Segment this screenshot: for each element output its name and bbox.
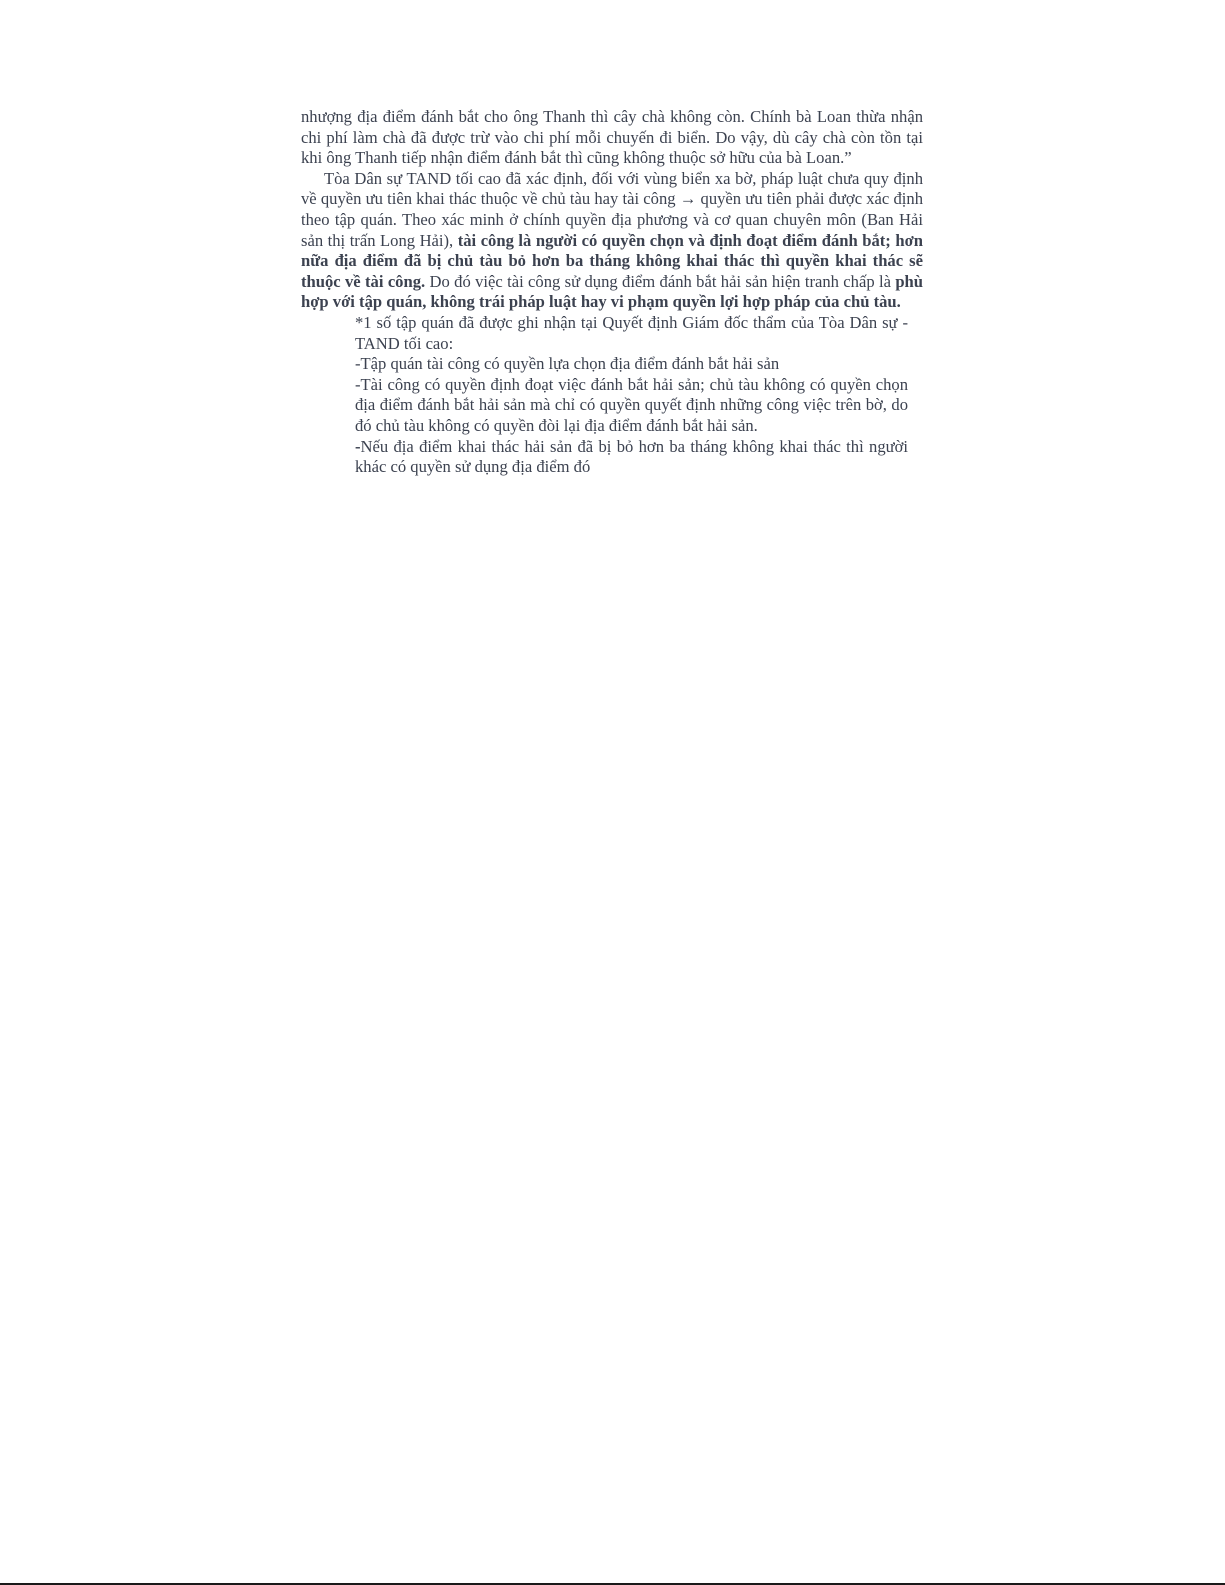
customs-item: -Tập quán tài công có quyền lựa chọn địa điểm đánh bắt hải sản	[355, 354, 780, 374]
paragraph-continuation: nhượng địa điểm đánh bắt cho ông Thanh thì cây chà không còn. Chính bà Loan thừa nhận chi phí làm chà đã được trừ vào chi phí mỗi chuyến đi biển. Do vậy, dù cây chà còn tồn tại khi ông Thanh tiếp nhận điểm đánh bắt thì cũng không thuộc sở hữu của bà Loan.”	[301, 107, 923, 168]
paragraph-court-ruling	[301, 169, 923, 313]
customs-item-dash: -	[355, 436, 361, 456]
customs-item	[355, 437, 908, 478]
ruling-text-continued: Do đó việc tài công sử dụng điểm đánh bắt hải sản hiện tranh chấp là	[425, 271, 896, 291]
customs-list	[355, 313, 908, 478]
ruling-text: Tòa Dân sự TAND tối cao đã xác định, đối với vùng biển xa bờ, pháp luật chưa quy định về quyền ưu tiên khai thác thuộc về chủ tàu hay tài công → quyền ưu tiên phải được xác định theo tập quán. Theo xác minh ở chính quyền địa phương và cơ quan chuyên môn (Ban Hải sản thị trấn Long Hải),	[301, 168, 923, 250]
document-body	[301, 107, 923, 478]
customs-intro: *1 số tập quán đã được ghi nhận tại Quyết định Giám đốc thẩm của Tòa Dân sự - TAND tối cao:	[355, 312, 908, 353]
ruling-emphasis: tài công là người có quyền chọn và định đoạt điểm đánh bắt; hơn nữa địa điểm đã bị chủ tàu bỏ hơn ba tháng không khai thác thì quyền khai thác sẽ thuộc về tài công.	[301, 230, 923, 291]
customs-item-text: Nếu địa điểm khai thác hải sản đã bị bỏ hơn ba tháng không khai thác thì người khác có quyền sử dụng địa điểm đó	[355, 436, 908, 477]
ruling-conclusion: phù hợp với tập quán, không trái pháp luật hay vi phạm quyền lợi hợp pháp của chủ tàu.	[301, 271, 923, 312]
customs-item: -Tài công có quyền định đoạt việc đánh bắt hải sản; chủ tàu không có quyền chọn địa điểm đánh bắt hải sản mà chỉ có quyền quyết định những công việc trên bờ, do đó chủ tàu không có quyền đòi lại địa điểm đánh bắt hải sản.	[355, 374, 908, 435]
